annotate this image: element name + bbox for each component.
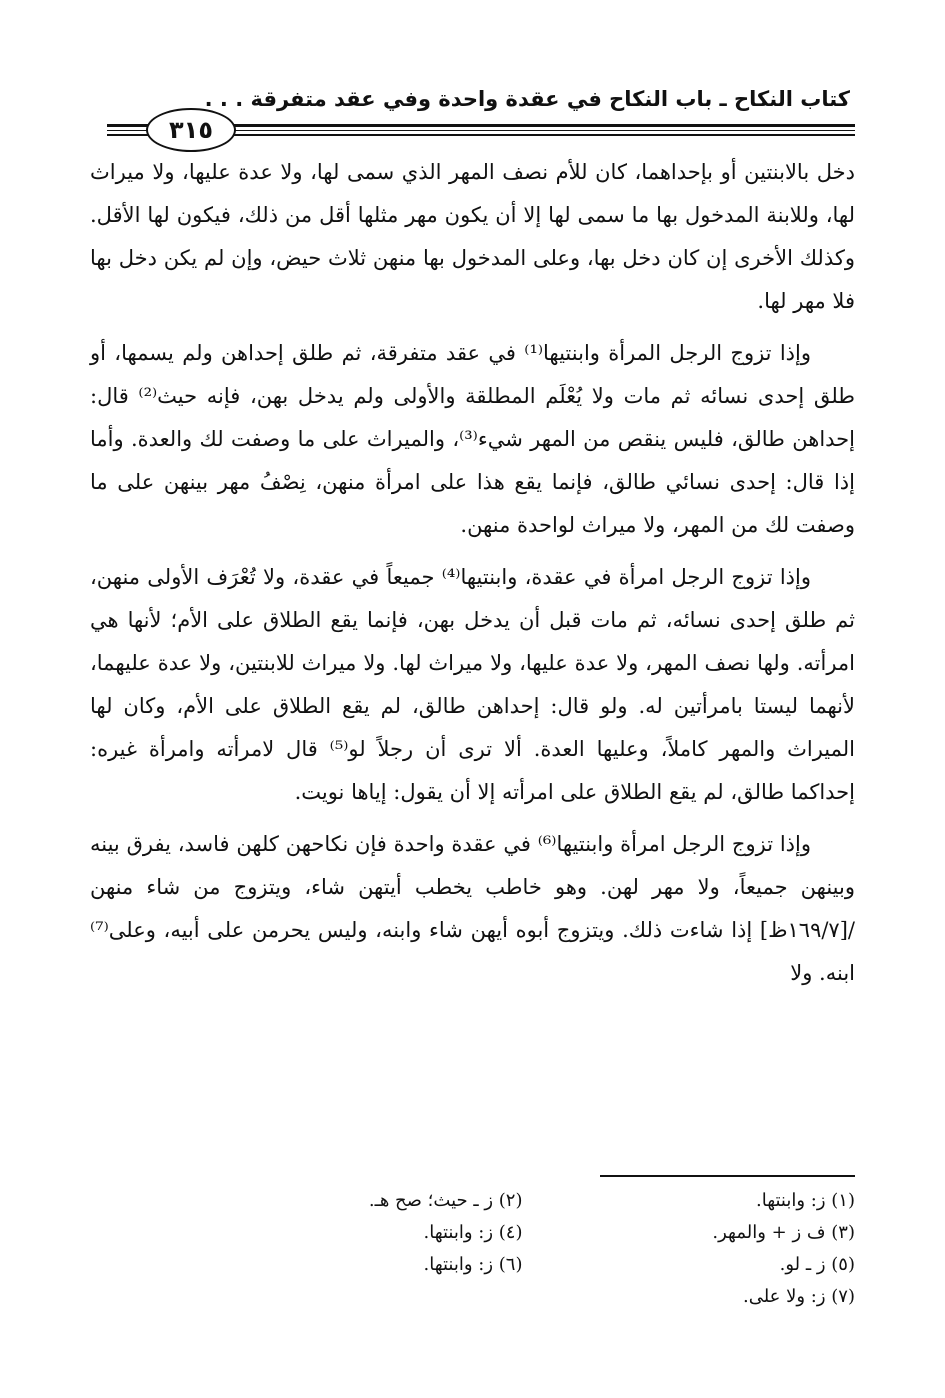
- page-number: ٣١٥: [146, 108, 236, 152]
- footnotes: [230, 1186, 855, 1312]
- main-text: [90, 151, 855, 1004]
- footnote: (٣) ف ز + والمهر.: [712, 1222, 855, 1243]
- footnote: (١) ز: وابنتها.: [756, 1190, 855, 1211]
- footnote: (٧) ز: ولا على.: [742, 1286, 855, 1307]
- paragraph: دخل بالابنتين أو بإحداهما، كان للأم نصف المهر الذي سمى لها، ولا عدة عليها، ولا ميراث لها، وللابنة المدخول بها ما سمى لها إلا أن يكون مهر مثلها أقل من ذلك، فيكون لها الأقل. وكذلك الأخرى إن كان دخل بها، وعلى المدخول بها منهن ثلاث حيض، وإن لم يكن دخل بها فلا مهر لها.: [90, 160, 855, 313]
- running-title: كتاب النكاح ـ باب النكاح في عقدة واحدة وفي عقد متفرقة . . .: [204, 87, 850, 111]
- paragraph: وإذا تزوج الرجل المرأة وابنتيها⁽¹⁾ في عقد متفرقة، ثم طلق إحداهن ولم يسمها، أو طلق إحدى نسائه ثم مات ولا يُعْلَم المطلقة والأولى ولم يدخل بهن، فإنه حيث⁽²⁾ قال: إحداهن طالق، فليس ينقص من المهر شيء⁽³⁾، والميراث على ما وصفت لك والعدة. وأما إذا قال: إحدى نسائي طالق، فإنما يقع هذا على امرأة منهن، نِصْفُ مهر بينهن على ما وصفت لك من المهر، ولا ميراث لواحدة منهن.: [90, 341, 855, 537]
- footnote: (٤) ز: وابنتها.: [423, 1222, 523, 1243]
- paragraph: وإذا تزوج الرجل امرأة وابنتيها⁽⁶⁾ في عقدة واحدة فإن نكاحهن كلهن فاسد، يفرق بينه وبينهن جميعاً، ولا مهر لهن. وهو خاطب يخطب أيتهن شاء، ويتزوج من شاء منهن /[١٦٩/٧ظ] إذا شاءت ذلك. ويتزوج أبوه أيهن شاء وابنه، وليس يحرمن على أبيه، وعلى⁽⁷⁾ ابنه. ولا: [90, 832, 855, 985]
- footnote: (٢) ز ـ حيث؛ صح هـ.: [368, 1190, 523, 1211]
- paragraph: وإذا تزوج الرجل امرأة في عقدة، وابنتيها⁽⁴⁾ جميعاً في عقدة، ولا تُعْرَف الأولى منهن، ثم طلق إحدى نسائه، ثم مات قبل أن يدخل بهن، فإنما يقع الطلاق على الأم؛ لأنها هي امرأته. ولها نصف المهر، ولا عدة عليها، ولا ميراث لها. ولا ميراث للابنتين، ولا عدة عليهما، لأنهما ليستا بامرأتين له. ولو قال: إحداهن طالق، لم يقع الطلاق على الأم، وكان لها الميراث والمهر كاملاً، وعليها العدة. ألا ترى أن رجلاً لو⁽⁵⁾ قال لامرأته وامرأة غيره: إحداكما طالق، لم يقع الطلاق على امرأته إلا أن يقول: إياها نويت.: [90, 565, 856, 804]
- footnote-separator: [600, 1175, 855, 1177]
- footnote: (٥) ز ـ لو.: [779, 1254, 855, 1275]
- footnote: (٦) ز: وابنتها.: [423, 1254, 523, 1275]
